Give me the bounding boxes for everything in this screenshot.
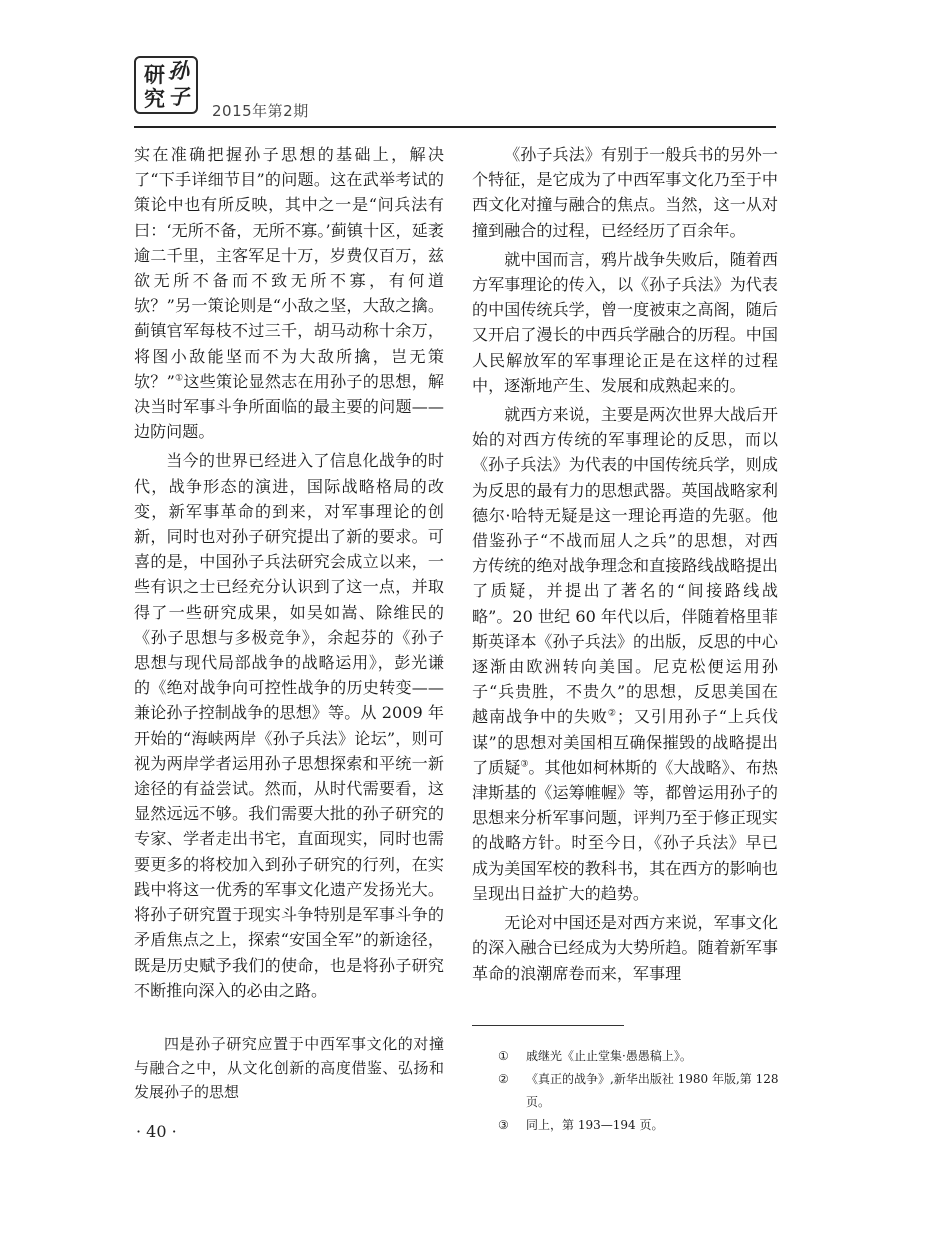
- paragraph: [472, 910, 778, 986]
- paragraph-text: 就西方来说，主要是两次世界大战后开始的对西方传统的军事理论的反思，而以《孙子兵法》为代表的中国传统兵学，则成为反思的最有力的思想武器。英国战略家利德尔·哈特无疑是这一理论再造的先驱。他借鉴孙子“不战而屈人之兵”的思想，对西方传统的绝对战争理念和直接路线战略提出了质疑，并提出了著名的“间接路线战略”。20 世纪 60 年代以后，伴随着格里菲斯英译本《孙子兵法》的出版，反思的中心逐渐由欧洲转向美国。尼克松便运用孙子“兵贵胜，不贵久”的思想，反思美国在越南战争中的失败: [472, 405, 778, 727]
- paragraph: [134, 142, 444, 444]
- journal-logo: [134, 56, 198, 114]
- footnote: [498, 1114, 788, 1137]
- header-rule: [134, 126, 776, 128]
- paragraph-text: 就中国而言，鸦片战争失败后，随着西方军事理论的传入，以《孙子兵法》为代表的中国传统兵学，曾一度被束之高阁，随后又开启了漫长的中西兵学融合的历程。中国人民解放军的军事理论正是在这样的过程中，逐渐地产生、发展和成熟起来的。: [472, 249, 778, 395]
- logo-char: 孙: [168, 58, 189, 83]
- paragraph-text: ；又引用孙子“上兵伐谋”的思想对美国相互确保摧毁的战略提出了质疑: [472, 707, 778, 777]
- footnote-ref: ①: [174, 373, 184, 384]
- logo-char: 子: [168, 84, 189, 109]
- right-column: [472, 142, 778, 986]
- left-column: [134, 142, 444, 1003]
- subheading-text: 四是孙子研究应置于中西军事文化的对撞与融合之中，从文化创新的高度借鉴、弘扬和发展孙子的思想: [134, 1035, 444, 1101]
- page-number: · 40 ·: [136, 1122, 177, 1141]
- footnotes: [498, 1045, 788, 1137]
- paragraph: [134, 448, 444, 1002]
- footnote-mark: ①: [498, 1049, 509, 1063]
- footnote: [498, 1045, 788, 1068]
- footnote-text: 戚继光《止止堂集·愚愚稿上》。: [526, 1049, 692, 1063]
- paragraph-text: 这些策论显然志在用孙子的思想，解决当时军事斗争所面临的最主要的问题——边防问题。: [134, 371, 445, 442]
- footnote-text: 同上，第 193—194 页。: [526, 1118, 664, 1132]
- logo-char: 究: [144, 86, 165, 111]
- paragraph-text: 实在准确把握孙子思想的基础上，解决了“下手详细节目”的问题。这在武举考试的策论中也有所反映，其中之一是“问兵法有曰：‘无所不备，无所不寡。’蓟镇十区，延袤逾二千里，主客军足十万，岁费仅百万，兹欲无所不备而不致无所不寡，有何道欤？”另一策论则是“小敌之坚，大敌之擒。蓟镇官军每枝不过三千，胡马动称十余万，将图小敌能坚而不为大敌所擒，岂无策欤？”: [134, 145, 444, 391]
- logo-char: 研: [144, 62, 165, 87]
- paragraph-text: 无论对中国还是对西方来说，军事文化的深入融合已经成为大势所趋。随着新军事革命的浪潮席卷而来，军事理: [472, 913, 778, 983]
- paragraph: [472, 402, 778, 906]
- footnote: [498, 1068, 788, 1114]
- footnote-mark: ②: [498, 1072, 509, 1086]
- paragraph-text: 当今的世界已经进入了信息化战争的时代，战争形态的演进，国际战略格局的改变，新军事革命的到来，对军事理论的创新，同时也对孙子研究提出了新的要求。可喜的是，中国孙子兵法研究会成立以来，一些有识之士已经充分认识到了这一点，并取得了一些研究成果，如吴如嵩、除维民的《孙子思想与多极竞争》，余起芬的《孙子思想与现代局部战争的战略运用》，彭光谦的《绝对战争向可控性战争的历史转变——兼论孙子控制战争的思想》等。从 2009 年开始的“海峡两岸《孙子兵法》论坛”，则可视为两岸学者运用孙子思想探索和平统一新途径的有益尝试。然而，从时代需要看，这显然远远不够。我们需要大批的孙子研究的专家、学者走出书宅，直面现实，同时也需要更多的将校加入到孙子研究的行列，在实践中将这一优秀的军事文化遗产发扬光大。将孙子研究置于现实斗争特别是军事斗争的矛盾焦点之上，探索“安国全军”的新途径，既是历史赋予我们的使命，也是将孙子研究不断推向深入的必由之路。: [134, 451, 444, 1000]
- issue-label: 2015年第2期: [212, 102, 309, 120]
- paragraph: [472, 247, 778, 398]
- footnote-text: 《真正的战争》,新华出版社 1980 年版,第 128 页。: [526, 1072, 779, 1109]
- footnote-ref: ③: [520, 759, 529, 770]
- footnote-mark: ③: [498, 1118, 509, 1132]
- paragraph: [472, 142, 778, 243]
- section-subheading: [134, 1032, 444, 1104]
- footnote-ref: ②: [607, 709, 617, 720]
- paragraph-text: 。其他如柯林斯的《大战略》、布热津斯基的《运筹帷幄》等，都曾运用孙子的思想来分析军事问题，评判乃至于修正现实的战略方针。时至今日，《孙子兵法》早已成为美国军校的教科书，其在西方的影响也呈现出日益扩大的趋势。: [472, 757, 779, 903]
- paragraph-text: 《孙子兵法》有别于一般兵书的另外一个特征，是它成为了中西军事文化乃至于中西文化对撞与融合的焦点。当然，这一从对撞到融合的过程，已经经历了百余年。: [472, 145, 778, 240]
- footnote-rule: [472, 1025, 624, 1026]
